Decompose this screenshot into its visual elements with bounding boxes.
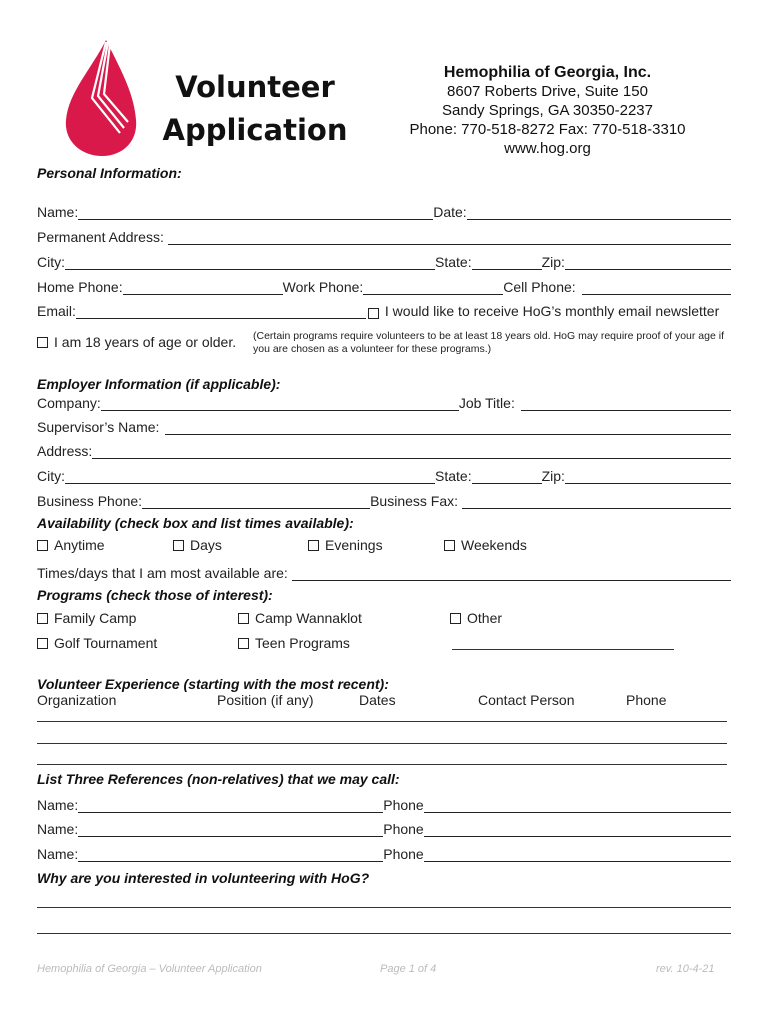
interest-line-2[interactable] — [37, 933, 731, 934]
program-golf[interactable]: Golf Tournament — [37, 635, 157, 651]
availability-evenings[interactable]: Evenings — [308, 537, 383, 553]
business-fax-field[interactable] — [462, 493, 731, 509]
golf-checkbox[interactable] — [37, 638, 48, 649]
availability-anytime[interactable]: Anytime — [37, 537, 105, 553]
permanent-address-row: Permanent Address: — [37, 225, 731, 245]
reference-3-name-field[interactable] — [78, 846, 383, 862]
anytime-checkbox[interactable] — [37, 540, 48, 551]
program-other[interactable]: Other — [450, 610, 502, 626]
cell-phone-field[interactable] — [582, 279, 731, 295]
employer-zip-field[interactable] — [565, 468, 731, 484]
times-row: Times/days that I am most available are: — [37, 561, 731, 581]
age-checkbox[interactable] — [37, 337, 48, 348]
interest-heading: Why are you interested in volunteering with HoG? — [37, 870, 370, 886]
city-field[interactable] — [65, 254, 435, 270]
experience-line-3[interactable] — [37, 764, 727, 765]
date-field[interactable] — [467, 204, 731, 220]
reference-2-phone-field[interactable] — [424, 821, 731, 837]
programs-heading: Programs (check those of interest): — [37, 587, 273, 603]
availability-days[interactable]: Days — [173, 537, 222, 553]
state-field[interactable] — [472, 254, 542, 270]
reference-1-name-field[interactable] — [78, 797, 383, 813]
business-phone-field[interactable] — [142, 493, 370, 509]
employer-address-row: Address: — [37, 439, 731, 459]
program-teen[interactable]: Teen Programs — [238, 635, 350, 651]
org-address2: Sandy Springs, GA 30350-2237 — [442, 102, 653, 119]
family-camp-checkbox[interactable] — [37, 613, 48, 624]
employer-heading: Employer Information (if applicable): — [37, 376, 281, 392]
supervisor-row: Supervisor’s Name: — [37, 415, 731, 435]
reference-row-2: Name: Phone — [37, 817, 731, 837]
interest-line-1[interactable] — [37, 907, 731, 908]
other-checkbox[interactable] — [450, 613, 461, 624]
zip-field[interactable] — [565, 254, 731, 270]
employer-address-field[interactable] — [92, 443, 731, 459]
reference-row-1: Name: Phone — [37, 793, 731, 813]
business-phone-row: Business Phone: Business Fax: — [37, 489, 731, 509]
weekends-checkbox[interactable] — [444, 540, 455, 551]
references-heading: List Three References (non-relatives) that we may call: — [37, 771, 400, 787]
other-program-field[interactable] — [452, 649, 674, 650]
org-address1: 8607 Roberts Drive, Suite 150 — [447, 83, 648, 100]
reference-2-name-field[interactable] — [78, 821, 383, 837]
program-family-camp[interactable]: Family Camp — [37, 610, 136, 626]
employer-city-row: City: State: Zip: — [37, 464, 731, 484]
evenings-checkbox[interactable] — [308, 540, 319, 551]
footer-page-number: Page 1 of 4 — [380, 963, 437, 975]
supervisor-field[interactable] — [165, 419, 731, 435]
name-date-row: Name: Date: — [37, 200, 731, 220]
col-dates: Dates — [359, 692, 396, 708]
camp-wannaklot-checkbox[interactable] — [238, 613, 249, 624]
org-phone-fax: Phone: 770-518-8272 Fax: 770-518-3310 — [409, 121, 686, 138]
reference-1-phone-field[interactable] — [424, 797, 731, 813]
home-phone-field[interactable] — [123, 279, 283, 295]
job-title-field[interactable] — [521, 395, 731, 411]
reference-row-3: Name: Phone — [37, 842, 731, 862]
times-field[interactable] — [292, 565, 731, 581]
availability-heading: Availability (check box and list times available): — [37, 515, 354, 531]
company-field[interactable] — [101, 395, 459, 411]
experience-heading: Volunteer Experience (starting with the most recent): — [37, 676, 389, 692]
col-contact: Contact Person — [478, 692, 575, 708]
phones-row: Home Phone: Work Phone: Cell Phone: — [37, 275, 731, 295]
permanent-address-field[interactable] — [168, 229, 731, 245]
availability-weekends[interactable]: Weekends — [444, 537, 527, 553]
personal-info-heading: Personal Information: — [37, 165, 182, 181]
name-field[interactable] — [78, 204, 433, 220]
hog-logo-icon — [62, 38, 140, 158]
footer-left: Hemophilia of Georgia – Volunteer Application — [37, 963, 262, 975]
age-note: (Certain programs require volunteers to be at least 18 years old. HoG may require proof of your age if you are chosen as a volunteer for these programs.) — [253, 330, 724, 355]
company-row: Company: Job Title: — [37, 391, 731, 411]
age-confirm: I am 18 years of age or older. — [37, 334, 236, 350]
col-phone: Phone — [626, 692, 667, 708]
email-field[interactable] — [76, 303, 366, 319]
work-phone-field[interactable] — [363, 279, 503, 295]
teen-programs-checkbox[interactable] — [238, 638, 249, 649]
program-camp-wannaklot[interactable]: Camp Wannaklot — [238, 610, 362, 626]
org-name: Hemophilia of Georgia, Inc. — [443, 64, 652, 81]
experience-line-2[interactable] — [37, 743, 727, 744]
email-row: Email: I would like to receive HoG’s monthly email newsletter — [37, 303, 720, 319]
days-checkbox[interactable] — [173, 540, 184, 551]
footer-revision: rev. 10-4-21 — [656, 963, 715, 975]
experience-line-1[interactable] — [37, 721, 727, 722]
employer-state-field[interactable] — [472, 468, 542, 484]
organization-info — [395, 63, 700, 158]
city-state-zip-row: City: State: Zip: — [37, 250, 731, 270]
form-title: Volunteer Application — [162, 70, 348, 147]
newsletter-checkbox[interactable] — [368, 308, 379, 319]
employer-city-field[interactable] — [65, 468, 435, 484]
col-organization: Organization — [37, 692, 117, 708]
reference-3-phone-field[interactable] — [424, 846, 731, 862]
col-position: Position (if any) — [217, 692, 314, 708]
org-website: www.hog.org — [504, 140, 591, 157]
